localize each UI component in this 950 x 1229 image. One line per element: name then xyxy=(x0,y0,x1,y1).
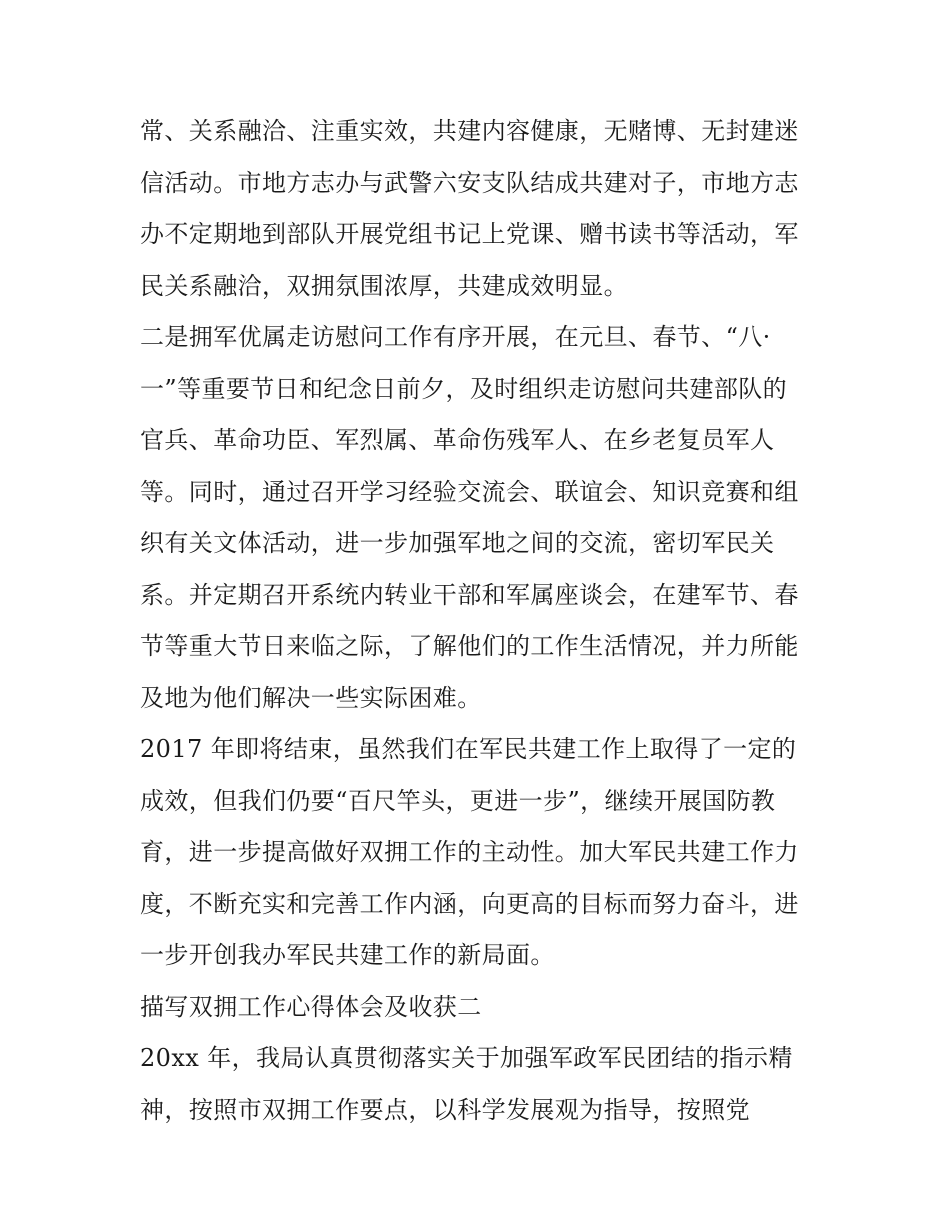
text-line: 度，不断充实和完善工作内涵，向更高的目标而努力奋斗，进 xyxy=(140,889,799,918)
text-line: 织有关文体活动，进一步加强军地之间的交流，密切军民关 xyxy=(140,529,775,557)
text-line: 及地为他们解决一些实际困难。 xyxy=(140,683,482,712)
text-line: 一步开创我办军民共建工作的新局面。 xyxy=(140,941,555,969)
text-line: 民关系融洽，双拥氛围浓厚，共建成效明显。 xyxy=(140,271,628,300)
section-heading: 描写双拥工作心得体会及收获二 xyxy=(140,992,482,1021)
text-line: 信活动。市地方志办与武警六安支队结成共建对子，市地方志 xyxy=(140,168,799,197)
text-line: 成效，但我们仍要“百尺竿头，更进一步”，继续开展国防教 xyxy=(140,786,776,815)
document-body xyxy=(140,106,820,1136)
text-line: 办不定期地到部队开展党组书记上党课、赠书读书等活动，军 xyxy=(140,220,799,248)
text-line: 2017 年即将结束，虽然我们在军民共建工作上取得了一定的 xyxy=(140,735,797,763)
text-line: 育，进一步提高做好双拥工作的主动性。加大军民共建工作力 xyxy=(140,838,799,866)
text-line: 20xx 年，我局认真贯彻落实关于加强军政军民团结的指示精 xyxy=(140,1044,793,1072)
text-line: 系。并定期召开系统内转业干部和军属座谈会，在建军节、春 xyxy=(140,580,799,609)
text-line: 节等重大节日来临之际，了解他们的工作生活情况，并力所能 xyxy=(140,632,799,660)
text-line: 等。同时，通过召开学习经验交流会、联谊会、知识竞赛和组 xyxy=(140,477,799,506)
text-line: 官兵、革命功臣、军烈属、革命伤残军人、在乡老复员军人 xyxy=(140,426,775,454)
text-line: 神，按照市双拥工作要点，以科学发展观为指导，按照党 xyxy=(140,1095,750,1124)
text-line: 一”等重要节日和纪念日前夕，及时组织走访慰问共建部队的 xyxy=(140,374,788,403)
text-line: 二是拥军优属走访慰问工作有序开展，在元旦、春节、“八· xyxy=(140,323,771,351)
text-line: 常、关系融洽、注重实效，共建内容健康，无赌博、无封建迷 xyxy=(140,117,799,145)
